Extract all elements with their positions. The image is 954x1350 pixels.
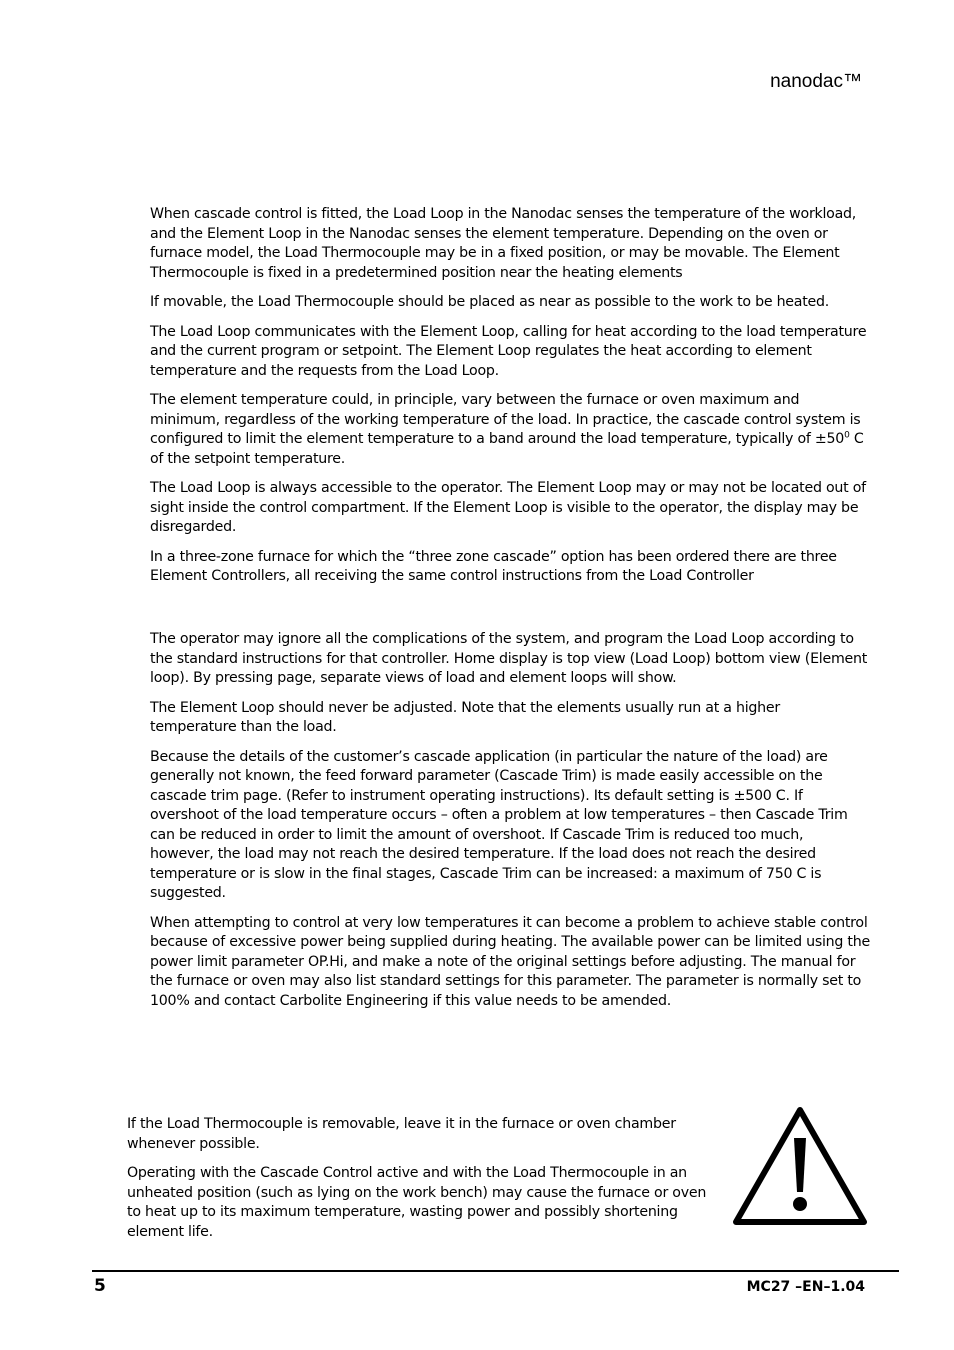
paragraph: The operator may ignore all the complications of the system, and program the Load Loop according to the standard instructions for that controller. Home display is top view (Load Loop) bottom view (Element loop). By pressing page, separate views of load and element loops will show. [150,631,868,686]
section-cascade-overview [150,205,870,597]
footer-divider [92,1270,899,1272]
superscript: 0 [844,430,850,441]
paragraph [150,391,870,469]
paragraph: When attempting to control at very low temperatures it can become a problem to achieve stable control because of excessive power being supplied during heating. The available power can be limited using the power limit parameter OP.Hi, and make a note of the original settings before adjusting. The manual for the furnace or oven may also list standard settings for this parameter. The parameter is normally set to 100% and contact Carbolite Engineering if this value needs to be amended. [150,914,870,1009]
warning-triangle-icon [730,1104,870,1228]
text-span: The element temperature could, in principle, vary between the furnace or oven maximum and minimum, regardless of the working temperature of the load. In practice, the cascade control system is configured to limit the element temperature to a band around the load temperature, typically of ±50 [150,392,861,447]
paragraph: The Load Loop is always accessible to the operator. The Element Loop may or may not be located out of sight inside the control compartment. If the Element Loop is visible to the operator, the display may be disregarded. [150,480,866,535]
paragraph: The Load Loop communicates with the Element Loop, calling for heat according to the load temperature and the current program or setpoint. The Element Loop regulates the heat according to element temperature and the requests from the Load Loop. [150,323,867,379]
paragraph: Operating with the Cascade Control active and with the Load Thermocouple in an unheated position (such as lying on the work bench) may cause the furnace or oven to heat up to its maximum temperature, wasting power and possibly shortening element life. [127,1165,707,1240]
paragraph: Because the details of the customer’s cascade application (in particular the nature of the load) are generally not known, the feed forward parameter (Cascade Trim) is made easily accessible on the cascade trim page. (Refer to instrument operating instructions). Its default setting is ±500 C. If overshoot of the load temperature occurs – often a problem at low temperatures – then Cascade Trim can be reduced in order to limit the amount of overshoot. If Cascade Trim is reduced too much, however, the load may not reach the desired temperature. If the load does not reach the desired temperature or is slow in the final stages, Cascade Trim can be increased: a maximum of 750 C is suggested. [150,748,848,901]
paragraph: If movable, the Load Thermocouple should be placed as near as possible to the work to be heated. [150,294,830,310]
page-number: 5 [94,1276,106,1296]
section-operation [150,630,870,1021]
section-warning [127,1115,717,1252]
paragraph: In a three-zone furnace for which the “three zone cascade” option has been ordered there are three Element Controllers, all receiving the same control instructions from the Load Controller [150,548,837,584]
paragraph: If the Load Thermocouple is removable, leave it in the furnace or oven chamber whenever possible. [127,1116,676,1152]
text-span: C of the setpoint temperature. [150,431,864,467]
header-brand: nanodac™ [770,71,862,92]
paragraph: When cascade control is fitted, the Load Loop in the Nanodac senses the temperature of the workload, and the Element Loop in the Nanodac senses the element temperature. Depending on the oven or furnace model, the Load Thermocouple may be in a fixed position, or may be movable. The Element Thermocouple is fixed in a predetermined position near the heating elements [150,206,857,281]
paragraph: The Element Loop should never be adjusted. Note that the elements usually run at a higher temperature than the load. [150,699,780,735]
document-code: MC27 –EN–1.04 [746,1279,865,1295]
